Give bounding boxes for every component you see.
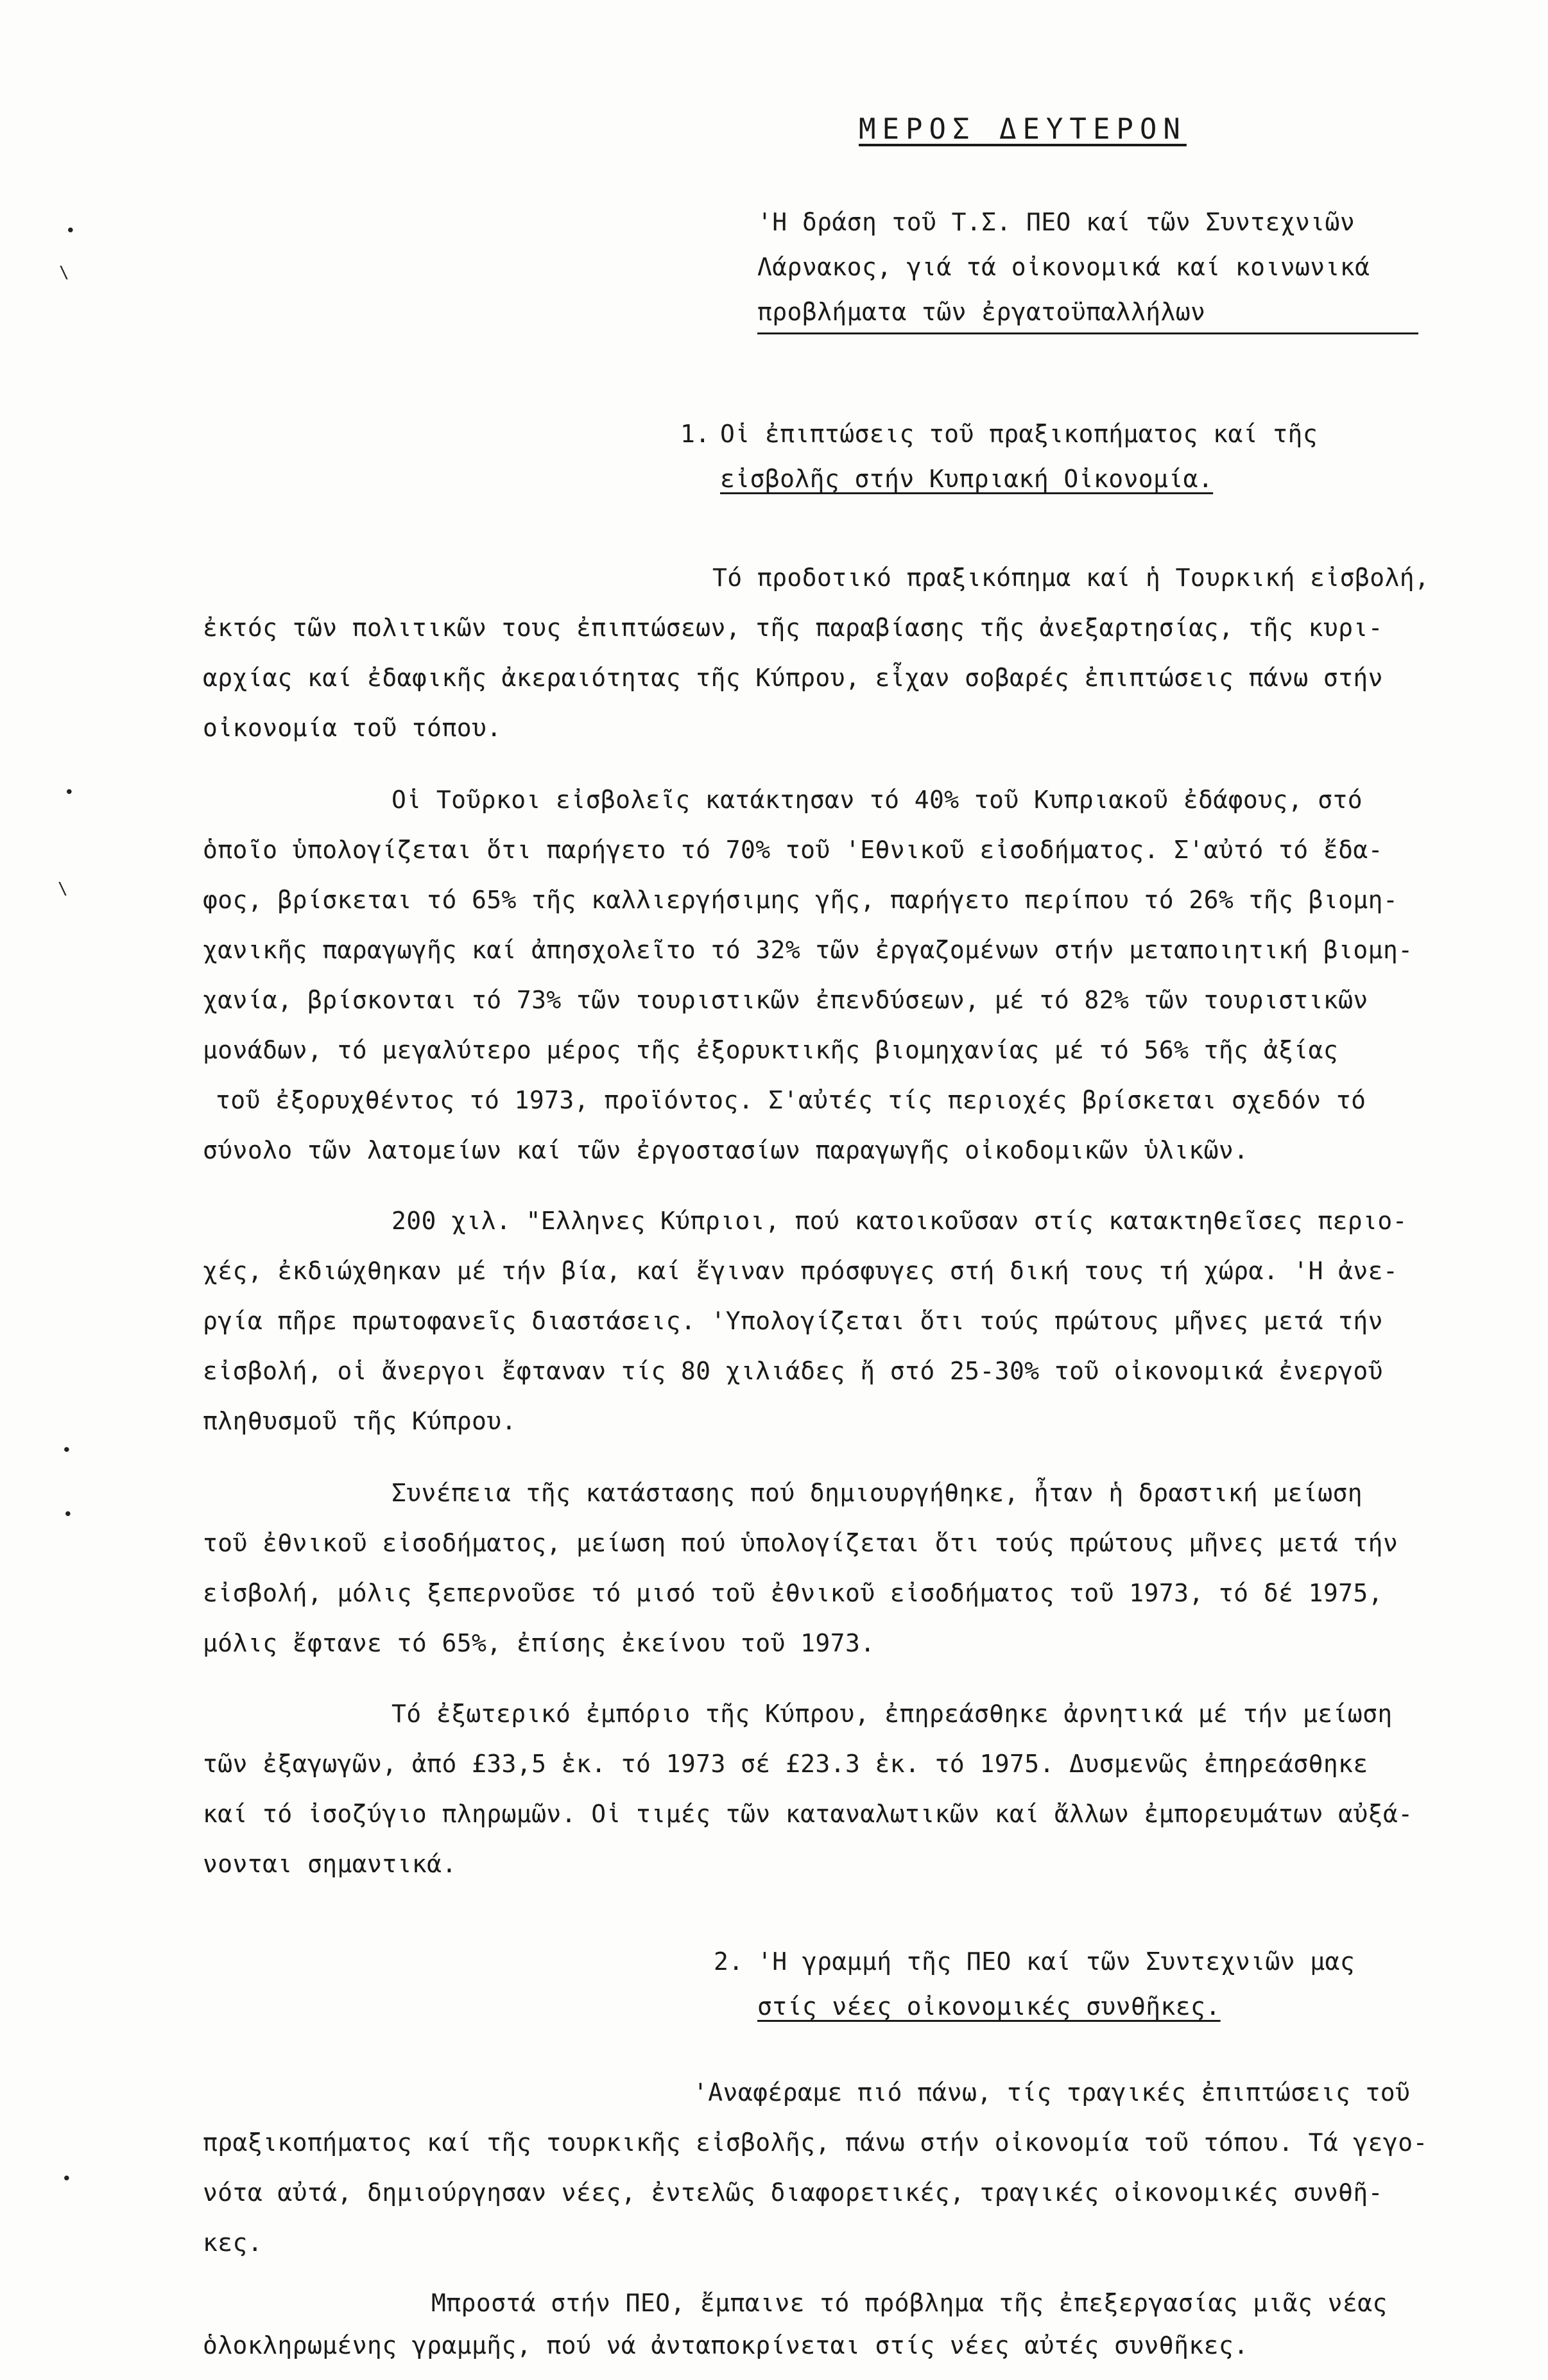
- paragraph-line: τῶν ἐξαγωγῶν, ἀπό £33,5 ἑκ. τό 1973 σέ £23.3 ἑκ. τό 1975. Δυσμενῶς ἐπηρεάσθηκε: [203, 1750, 1368, 1778]
- margin-mark: \: [59, 263, 69, 282]
- margin-mark: •: [65, 221, 76, 241]
- paragraph-line: τοῦ ἐθνικοῦ εἰσοδήματος, μείωση πού ὑπολογίζεται ὅτι τούς πρώτους μῆνες μετά τήν: [203, 1529, 1398, 1557]
- paragraph-line: νότα αὐτά, δημιούργησαν νέες, ἐντελῶς διαφορετικές, τραγικές οἰκονομικές συνθῆ-: [203, 2178, 1383, 2207]
- part-heading: ΜΕΡΟΣ ΔΕΥΤΕΡΟΝ: [859, 113, 1187, 146]
- margin-mark: •: [63, 1505, 73, 1524]
- paragraph-line: ὁλοκληρωμένης γραμμῆς, πού νά ἀνταποκρίνεται στίς νέες αὐτές συνθῆκες.: [203, 2331, 1249, 2359]
- paragraph-line: πληθυσμοῦ τῆς Κύπρου.: [203, 1407, 517, 1435]
- paragraph-line: χανικῆς παραγωγῆς καί ἀπησχολεῖτο τό 32% τῶν ἐργαζομένων στήν μεταποιητική βιομη-: [203, 936, 1413, 964]
- title-line: 'Η δράση τοῦ Τ.Σ. ΠΕΟ καί τῶν Συντεχνιῶν: [757, 208, 1355, 236]
- margin-mark: •: [62, 2169, 72, 2189]
- paragraph-line: αρχίας καί ἐδαφικῆς ἀκεραιότητας τῆς Κύπρου, εἶχαν σοβαρές ἐπιπτώσεις πάνω στήν: [203, 664, 1383, 692]
- paragraph-line: εἰσβολή, οἱ ἄνεργοι ἔφταναν τίς 80 χιλιάδες ἤ στό 25-30% τοῦ οἰκονομικά ἐνεργοῦ: [203, 1357, 1383, 1385]
- paragraph-line: σύνολο τῶν λατομείων καί τῶν ἐργοστασίων παραγωγῆς οἰκοδομικῶν ὑλικῶν.: [203, 1136, 1249, 1164]
- paragraph-line: οἰκονομία τοῦ τόπου.: [203, 714, 502, 742]
- paragraph-line: νονται σημαντικά.: [203, 1850, 457, 1878]
- paragraph-line: πραξικοπήματος καί τῆς τουρκικῆς εἰσβολῆς, πάνω στήν οἰκονομία τοῦ τόπου. Τά γεγο-: [203, 2128, 1428, 2157]
- section-number: 1.: [680, 420, 710, 448]
- paragraph-line: 200 χιλ. "Ελληνες Κύπριοι, πού κατοικοῦσαν στίς κατακτηθεῖσες περιο-: [391, 1207, 1407, 1235]
- section-title: εἰσβολῆς στήν Κυπριακή Οἰκονομία.: [720, 465, 1214, 493]
- title-line: Λάρνακος, γιά τά οἰκονομικά καί κοινωνικά: [757, 253, 1370, 281]
- margin-mark: \: [58, 879, 68, 899]
- section-title: Οἱ ἐπιπτώσεις τοῦ πραξικοπήματος καί τῆς: [720, 420, 1318, 448]
- paragraph-line: φος, βρίσκεται τό 65% τῆς καλλιεργήσιμης γῆς, παρήγετο περίπου τό 26% τῆς βιομη-: [203, 886, 1398, 914]
- paragraph-line: 'Αναφέραμε πιό πάνω, τίς τραγικές ἐπιπτώσεις τοῦ: [693, 2078, 1411, 2107]
- paragraph-line: ργία πῆρε πρωτοφανεῖς διαστάσεις. 'Υπολογίζεται ὅτι τούς πρώτους μῆνες μετά τήν: [203, 1307, 1383, 1335]
- paragraph-line: Οἱ Τοῦρκοι εἰσβολεῖς κατάκτησαν τό 40% τοῦ Κυπριακοῦ ἐδάφους, στό: [391, 786, 1363, 814]
- title-underline: [757, 332, 1418, 334]
- margin-mark: •: [62, 1441, 72, 1460]
- paragraph-line: εἰσβολή, μόλις ξεπερνοῦσε τό μισό τοῦ ἐθνικοῦ εἰσοδήματος τοῦ 1973, τό δέ 1975,: [203, 1579, 1383, 1607]
- paragraph-line: μονάδων, τό μεγαλύτερο μέρος τῆς ἐξορυκτικῆς βιομηχανίας μέ τό 56% τῆς ἀξίας: [203, 1036, 1339, 1064]
- paragraph-line: Συνέπεια τῆς κατάστασης πού δημιουργήθηκε, ἦταν ἡ δραστική μείωση: [391, 1479, 1363, 1507]
- title-line: προβλήματα τῶν ἐργατοϋπαλλήλων: [757, 298, 1206, 326]
- section-title: στίς νέες οἰκονομικές συνθῆκες.: [757, 1992, 1221, 2021]
- paragraph-line: τοῦ ἐξορυχθέντος τό 1973, προϊόντος. Σ'αὐτές τίς περιοχές βρίσκεται σχεδόν τό: [216, 1086, 1366, 1114]
- paragraph-line: κες.: [203, 2229, 263, 2257]
- paragraph-line: καί τό ἰσοζύγιο πληρωμῶν. Οἱ τιμές τῶν καταναλωτικῶν καί ἄλλων ἐμπορευμάτων αὐξά-: [203, 1800, 1413, 1828]
- paragraph-line: Τό προδοτικό πραξικόπημα καί ἡ Τουρκική εἰσβολή,: [712, 564, 1430, 592]
- section-title: 'Η γραμμή τῆς ΠΕΟ καί τῶν Συντεχνιῶν μας: [757, 1947, 1355, 1976]
- paragraph-line: ὁποῖο ὑπολογίζεται ὅτι παρήγετο τό 70% τοῦ 'Εθνικοῦ εἰσοδήματος. Σ'αὐτό τό ἔδα-: [203, 836, 1383, 864]
- paragraph-line: ἐκτός τῶν πολιτικῶν τους ἐπιπτώσεων, τῆς παραβίασης τῆς ἀνεξαρτησίας, τῆς κυρι-: [203, 614, 1383, 642]
- section-number: 2.: [714, 1947, 744, 1976]
- paragraph-line: μόλις ἔφτανε τό 65%, ἐπίσης ἐκείνου τοῦ 1973.: [203, 1629, 875, 1657]
- paragraph-line: Τό ἐξωτερικό ἐμπόριο τῆς Κύπρου, ἐπηρεάσθηκε ἀρνητικά μέ τήν μείωση: [391, 1700, 1393, 1728]
- paragraph-line: Μπροστά στήν ΠΕΟ, ἔμπαινε τό πρόβλημα τῆς ἐπεξεργασίας μιᾶς νέας: [431, 2289, 1388, 2317]
- paragraph-line: χές, ἐκδιώχθηκαν μέ τήν βία, καί ἔγιναν πρόσφυγες στή δική τους τή χώρα. 'Η ἀνε-: [203, 1257, 1398, 1285]
- margin-mark: •: [64, 783, 74, 802]
- paragraph-line: χανία, βρίσκονται τό 73% τῶν τουριστικῶν ἐπενδύσεων, μέ τό 82% τῶν τουριστικῶν: [203, 986, 1368, 1014]
